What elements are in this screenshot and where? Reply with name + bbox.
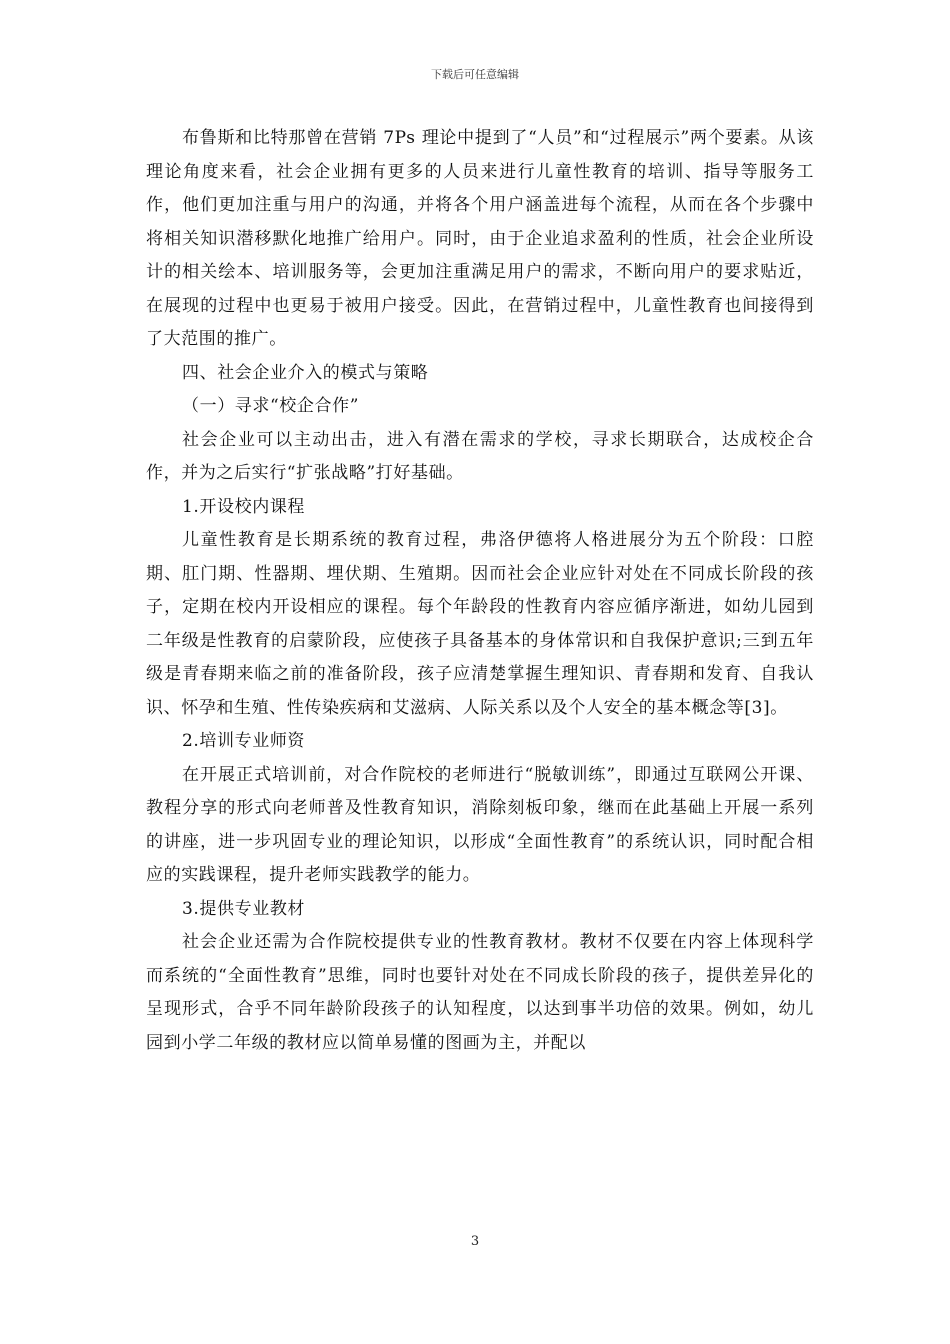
subsection-heading: （一）寻求“校企合作”: [182, 396, 359, 416]
body-text: [146, 122, 814, 1060]
paragraph: 社会企业还需为合作院校提供专业的性教育教材。教材不仅要在内容上体现科学而系统的“全面性教育”思维，同时也要针对处在不同成长阶段的孩子，提供差异化的呈现形式，合乎不同年龄阶段孩子的认知程度，以达到事半功倍的效果。例如，幼儿园到小学二年级的教材应以简单易懂的图画为主，并配以: [146, 932, 814, 1053]
paragraph: 布鲁斯和比特那曾在营销 7Ps 理论中提到了“人员”和“过程展示”两个要素。从该理论角度来看，社会企业拥有更多的人员来进行儿童性教育的培训、指导等服务工作，他们更加注重与用户的沟通，并将各个用户涵盖进每个流程，从而在各个步骤中将相关知识潜移默化地推广给用户。同时，由于企业追求盈利的性质，社会企业所设计的相关绘本、培训服务等，会更加注重满足用户的需求，不断向用户的要求贴近，在展现的过程中也更易于被用户接受。因此，在营销过程中，儿童性教育也间接得到了大范围的推广。: [146, 128, 814, 349]
paragraph: 在开展正式培训前，对合作院校的老师进行“脱敏训练”，即通过互联网公开课、教程分享的形式向老师普及性教育知识，消除刻板印象，继而在此基础上开展一系列的讲座，进一步巩固专业的理论知识，以形成“全面性教育”的系统认识，同时配合相应的实践课程，提升老师实践教学的能力。: [146, 764, 814, 885]
item-heading: 1.开设校内课程: [182, 496, 306, 517]
page-number: 3: [470, 1234, 480, 1249]
paragraph: 社会企业可以主动出击，进入有潜在需求的学校，寻求长期联合，达成校企合作，并为之后实行“扩张战略”打好基础。: [146, 429, 814, 483]
paragraph: 儿童性教育是长期系统的教育过程，弗洛伊德将人格进展分为五个阶段：口腔期、肛门期、性器期、埋伏期、生殖期。因而社会企业应针对处在不同成长阶段的孩子，定期在校内开设相应的课程。每个年龄段的性教育内容应循序渐进，如幼儿园到二年级是性教育的启蒙阶段，应使孩子具备基本的身体常识和自我保护意识;三到五年级是青春期来临之前的准备阶段，孩子应清楚掌握生理知识、青春期和发育、自我认识、怀孕和生殖、性传染疾病和艾滋病、人际关系以及个人安全的基本概念等[3]。: [146, 530, 814, 718]
item-heading: 3.提供专业教材: [182, 898, 306, 919]
page-header: 下载后可任意编辑: [431, 68, 519, 81]
section-heading: 四、社会企业介入的模式与策略: [182, 362, 429, 383]
item-heading: 2.培训专业师资: [182, 731, 306, 751]
